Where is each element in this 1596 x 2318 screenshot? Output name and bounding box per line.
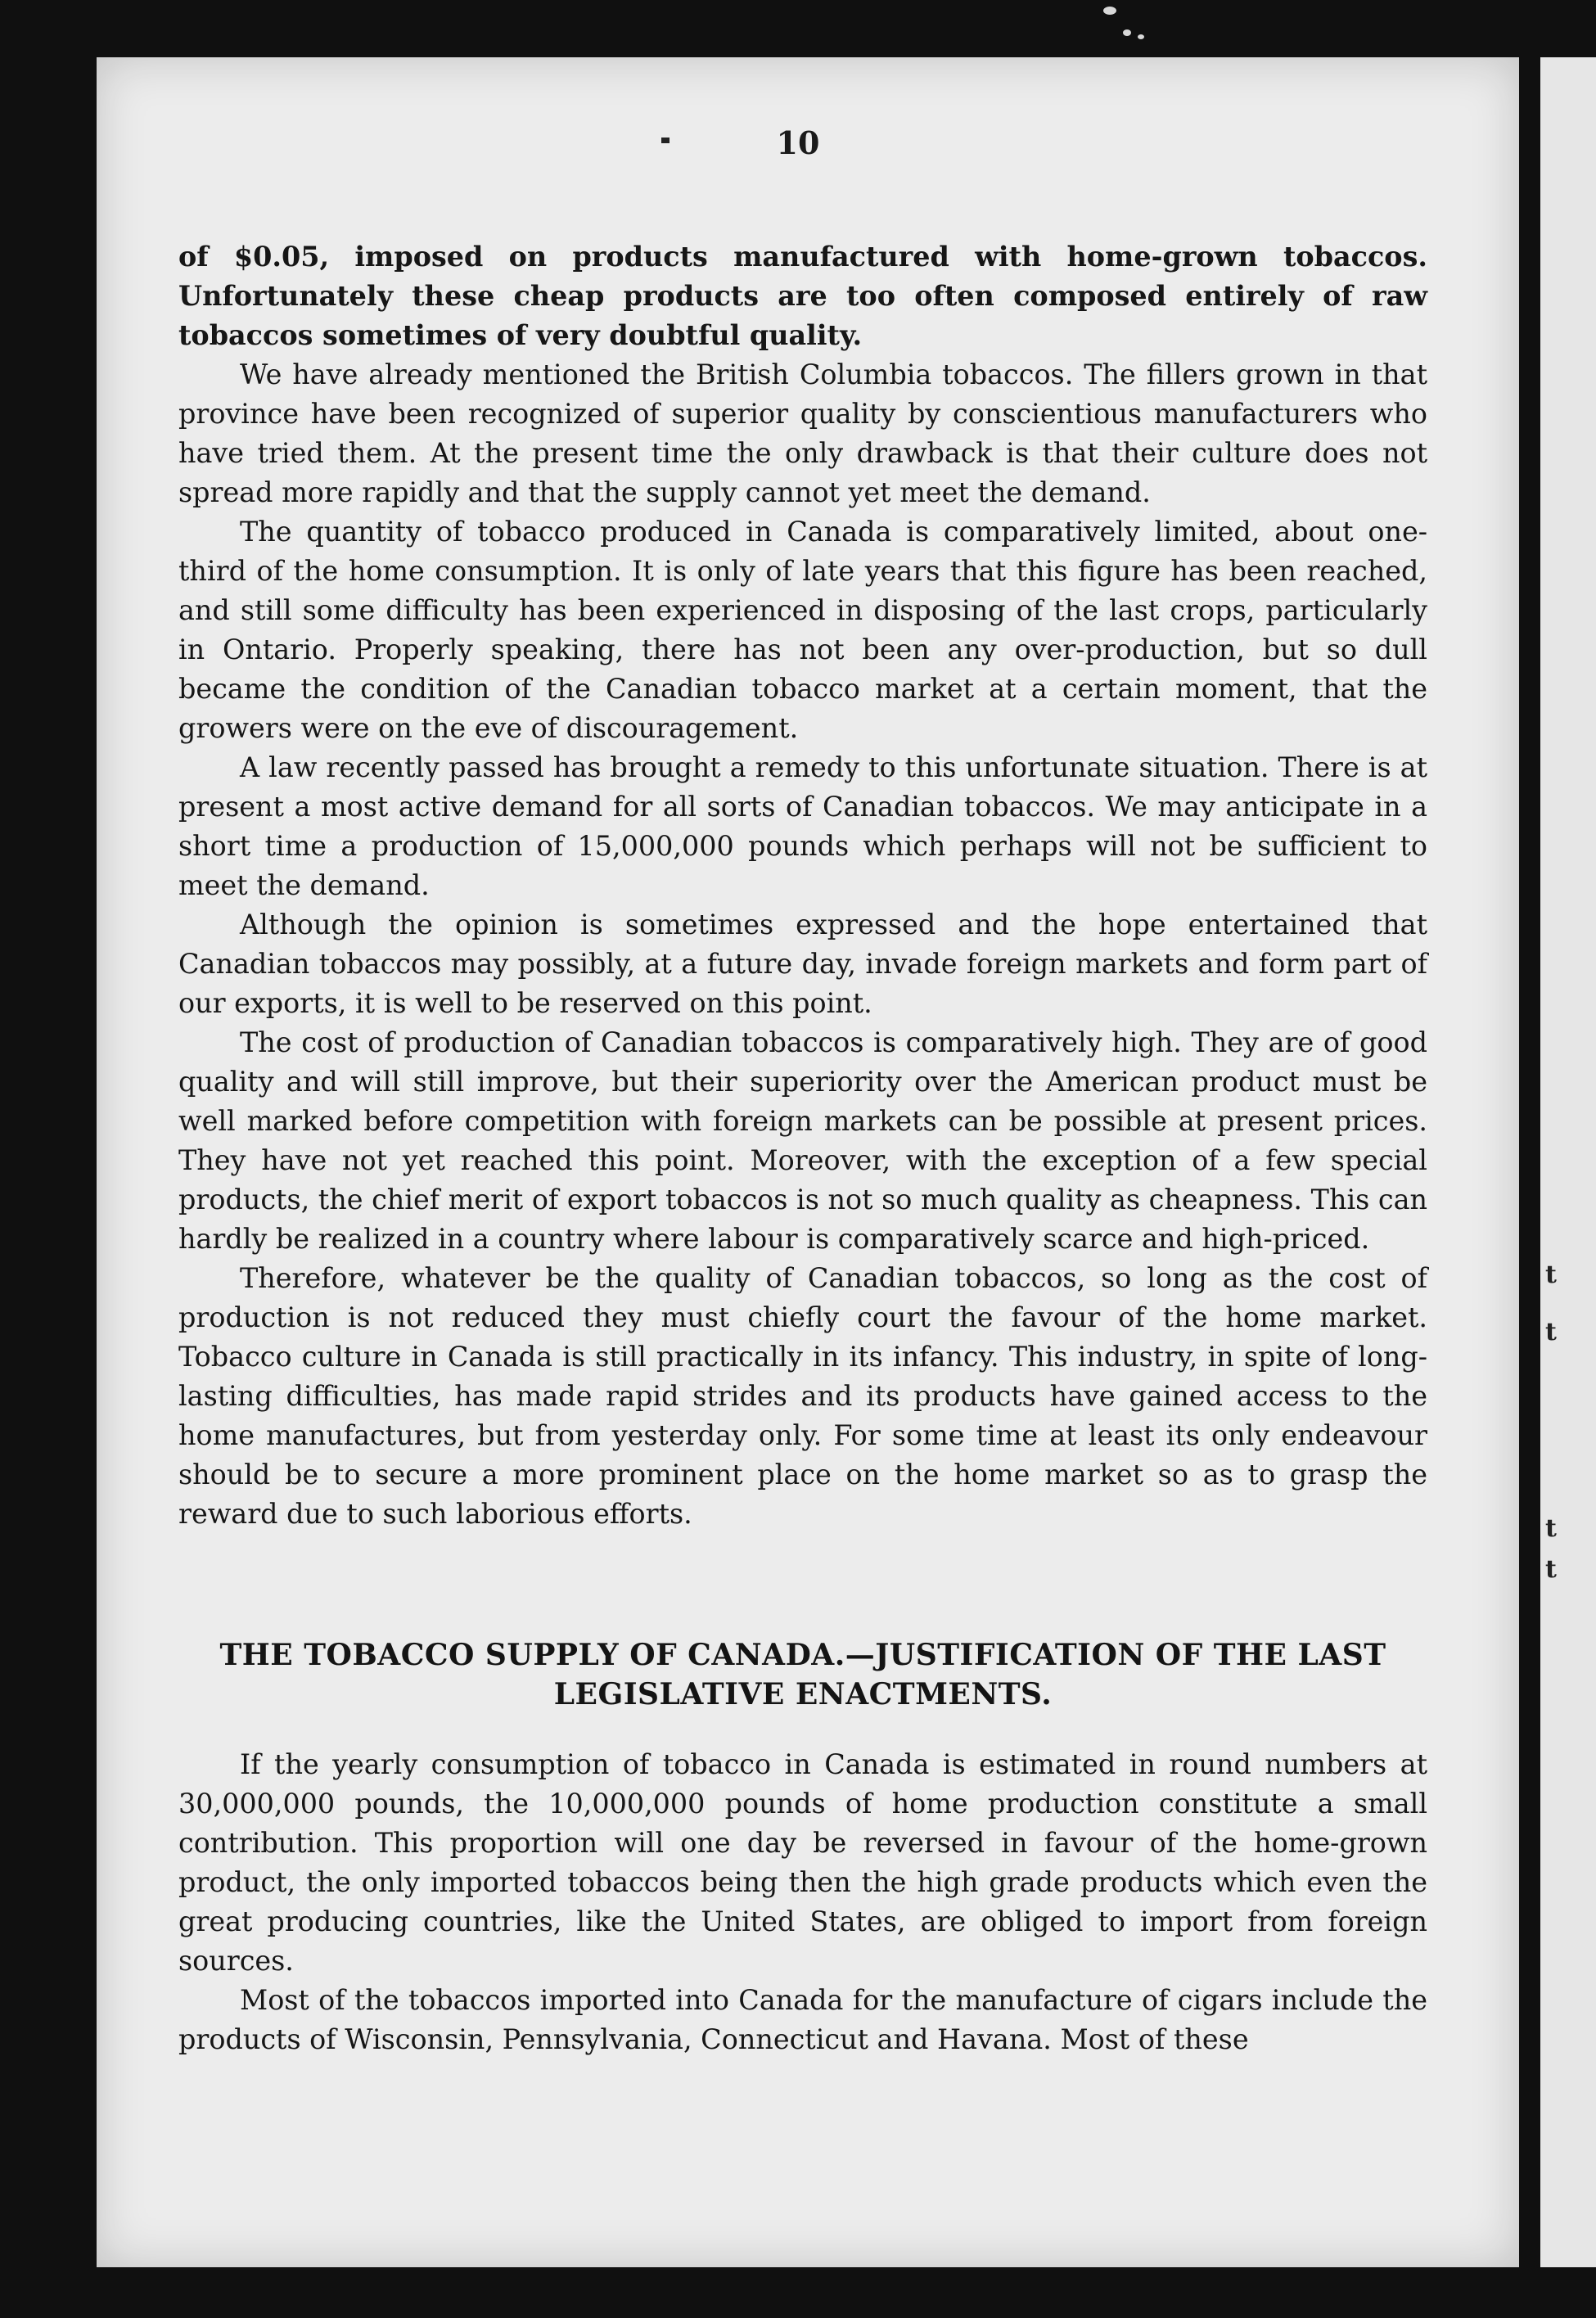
section-heading — [178, 1635, 1427, 1714]
adjacent-page-fragment: t — [1545, 1260, 1557, 1289]
page-number: 10 — [776, 124, 820, 161]
section-heading-line: THE TOBACCO SUPPLY OF CANADA.—JUSTIFICATION OF THE LAST — [219, 1638, 1386, 1672]
paragraph: Most of the tobaccos imported into Canada for the manufacture of cigars include the products of Wisconsin, Pennsylvania, Connecticut and Havana. Most of these — [178, 1984, 1427, 2055]
paragraph: If the yearly consumption of tobacco in Canada is estimated in round numbers at 30,000,000 pounds, the 10,000,000 pounds of home production constitute a small contribution. This proportion will one day be reversed in favour of the home-grown product, the only imported tobaccos being then the high grade products which even the great producing countries, like the United States, are obliged to import from foreign sources. — [178, 1748, 1427, 1977]
dust-speck — [1103, 7, 1116, 15]
paragraph: A law recently passed has brought a remedy to this unfortunate situation. There is at present a most active demand for all sorts of Canadian tobaccos. We may anticipate in a short time a production of 15,000,000 pounds which perhaps will not be sufficient to meet the demand. — [178, 751, 1427, 901]
paragraph: The cost of production of Canadian tobaccos is comparatively high. They are of good quality and will still improve, but their superiority over the American product must be well marked before competition with foreign markets can be possible at present prices. They have not yet reached this point. Moreover, with the exception of a few special products, the chief merit of export tobaccos is not so much quality as cheapness. This can hardly be realized in a country where labour is comparatively scarce and high-priced. — [178, 1026, 1427, 1255]
adjacent-page-edge — [1540, 57, 1596, 2267]
paragraph: Although the opinion is sometimes expressed and the hope entertained that Canadian tobaccos may possibly, at a future day, invade foreign markets and form part of our exports, it is well to be reserved on this point. — [178, 909, 1427, 1019]
adjacent-page-fragment: t — [1545, 1318, 1557, 1346]
paragraph: of $0.05, imposed on products manufactured with home-grown tobaccos. Unfortunately these cheap products are too often composed entirely of raw tobaccos sometimes of very doubtful quality. — [178, 241, 1427, 351]
paragraph: Therefore, whatever be the quality of Canadian tobaccos, so long as the cost of production is not reduced they must chiefly court the favour of the home market. Tobacco culture in Canada is still practically in its infancy. This industry, in spite of long-lasting difficulties, has made rapid strides and its products have gained access to the home manufactures, but from yesterday only. For some time at least its only endeavour should be to secure a more prominent place on the home market so as to grasp the reward due to such laborious efforts. — [178, 1262, 1427, 1530]
paragraph: The quantity of tobacco produced in Canada is comparatively limited, about one-third of the home consumption. It is only of late years that this figure has been reached, and still some difficulty has been experienced in disposing of the last crops, particularly in Ontario. Properly speaking, there has not been any over-production, but so dull became the condition of the Canadian tobacco market at a certain moment, that the growers were on the eve of discouragement. — [178, 516, 1427, 744]
paragraph: We have already mentioned the British Columbia tobaccos. The fillers grown in that province have been recognized of superior quality by conscientious manufacturers who have tried them. At the present time the only drawback is that their culture does not spread more rapidly and that the supply cannot yet meet the demand. — [178, 359, 1427, 508]
adjacent-page-fragment: t — [1545, 1555, 1557, 1584]
section-body-text — [178, 1745, 1427, 2059]
body-text — [178, 237, 1427, 1534]
dust-speck — [1123, 29, 1131, 36]
adjacent-page-fragment: t — [1545, 1514, 1557, 1543]
dust-speck — [1138, 34, 1144, 39]
section-heading-line: LEGISLATIVE ENACTMENTS. — [553, 1677, 1053, 1711]
